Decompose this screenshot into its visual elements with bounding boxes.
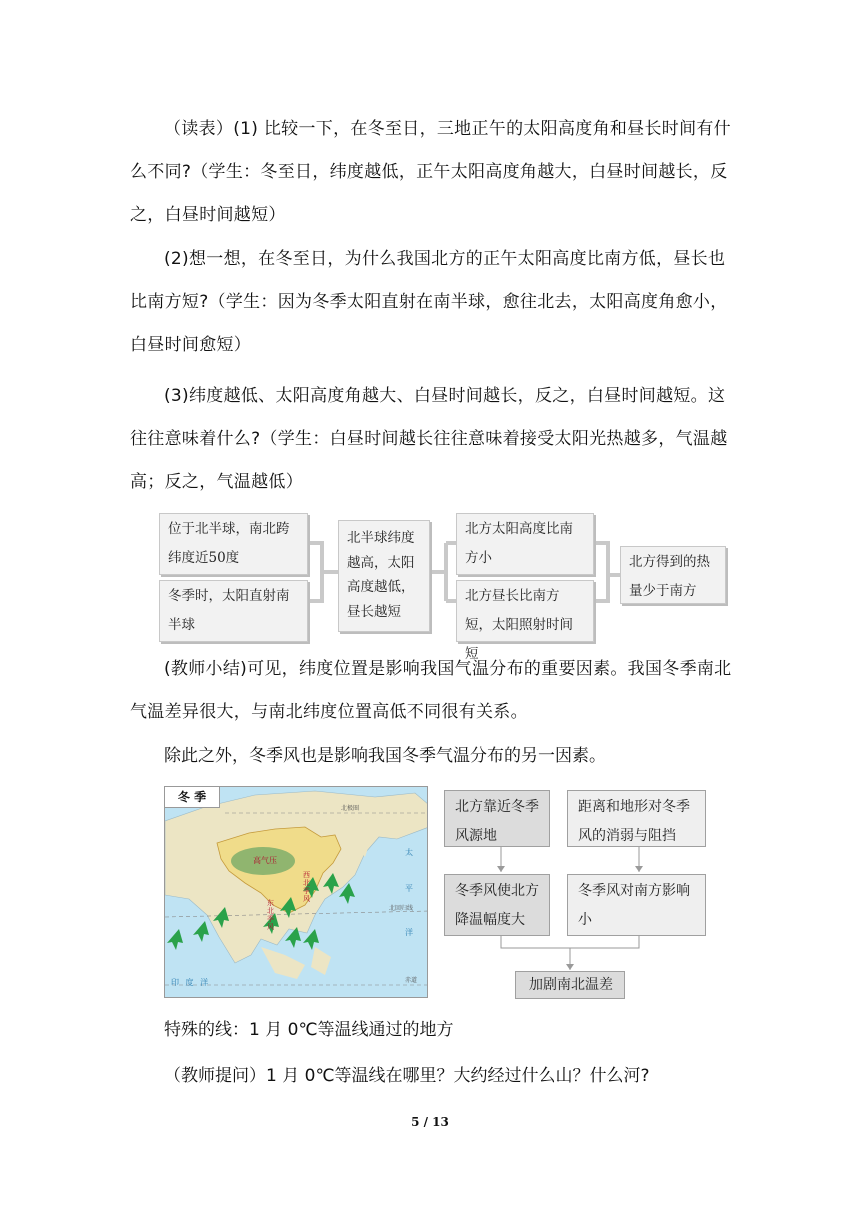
box-near-monsoon-source: 北方靠近冬季风源地 (444, 790, 550, 847)
pacific-label-1: 太 (405, 848, 413, 857)
tropic-label: 北回归线 (389, 905, 414, 912)
paragraph-special-line: 特殊的线：1 月 0℃等温线通过的地方 (164, 1020, 454, 1040)
box-sun-altitude-north: 北方太阳高度比南方小 (456, 513, 594, 575)
arctic-circle-label: 北极圈 (341, 805, 360, 812)
paragraph-winter-monsoon: 除此之外，冬季风也是影响我国冬季气温分布的另一因素。 (164, 746, 606, 766)
equator-label: 赤道 (405, 977, 418, 984)
paragraph-text: (教师小结)可见，纬度位置是影响我国气温分布的重要因素。我国冬季南北气温差异很大，与南北纬度位置高低不同很有关系。 (130, 659, 732, 722)
paragraph-text: (2)想一想，在冬至日，为什么我国北方的正午太阳高度比南方低，昼长也比南方短?（学生：因为冬季太阳直射在南半球，愈往北去，太阳高度角愈小，白昼时间愈短） (130, 249, 728, 355)
paragraph-text: (3)纬度越低、太阳高度角越大、白昼时间越长，反之，白昼时间越短。这往往意味着什么?（学生：白昼时间越长往往意味着接受太阳光热越多，气温越高；反之，气温越低） (130, 386, 728, 492)
map-title-box: 冬 季 (165, 787, 220, 808)
northwest-monsoon-label: 西北季风 (303, 871, 310, 903)
pacific-label-2: 平 (405, 884, 413, 893)
box-higher-latitude: 北半球纬度越高，太阳高度越低，昼长越短 (338, 520, 430, 632)
box-winter-sun-south: 冬季时，太阳直射南半球 (159, 580, 308, 642)
box-northern-hemisphere: 位于北半球，南北跨纬度近50度 (159, 513, 308, 575)
box-south-less-affected: 冬季风对南方影响小 (567, 874, 706, 936)
box-north-less-heat: 北方得到的热量少于南方 (620, 546, 726, 604)
box-daylength-north: 北方昼长比南方短，太阳照射时间短 (456, 580, 594, 642)
northeast-monsoon-label: 东北季风 (267, 899, 274, 931)
box-distance-terrain: 距离和地形对冬季风的消弱与阻挡 (567, 790, 706, 847)
indian-ocean-label: 印 度 洋 (171, 978, 211, 987)
page-number: 5 / 13 (411, 1115, 449, 1129)
box-north-cooling: 冬季风使北方降温幅度大 (444, 874, 550, 936)
paragraph-teacher-question: （教师提问）1 月 0℃等温线在哪里？大约经过什么山？什么河? (164, 1066, 650, 1086)
paragraph-text: （读表）(1) 比较一下，在冬至日，三地正午的太阳高度角和昼长时间有什么不同?（学生：冬至日，纬度越低，正午太阳高度角越大，白昼时间越长，反之，白昼时间越短） (130, 119, 731, 225)
box-widen-temp-gap: 加剧南北温差 (515, 971, 625, 999)
high-pressure-label: 高气压 (253, 856, 277, 865)
pacific-label-3: 洋 (405, 928, 413, 937)
